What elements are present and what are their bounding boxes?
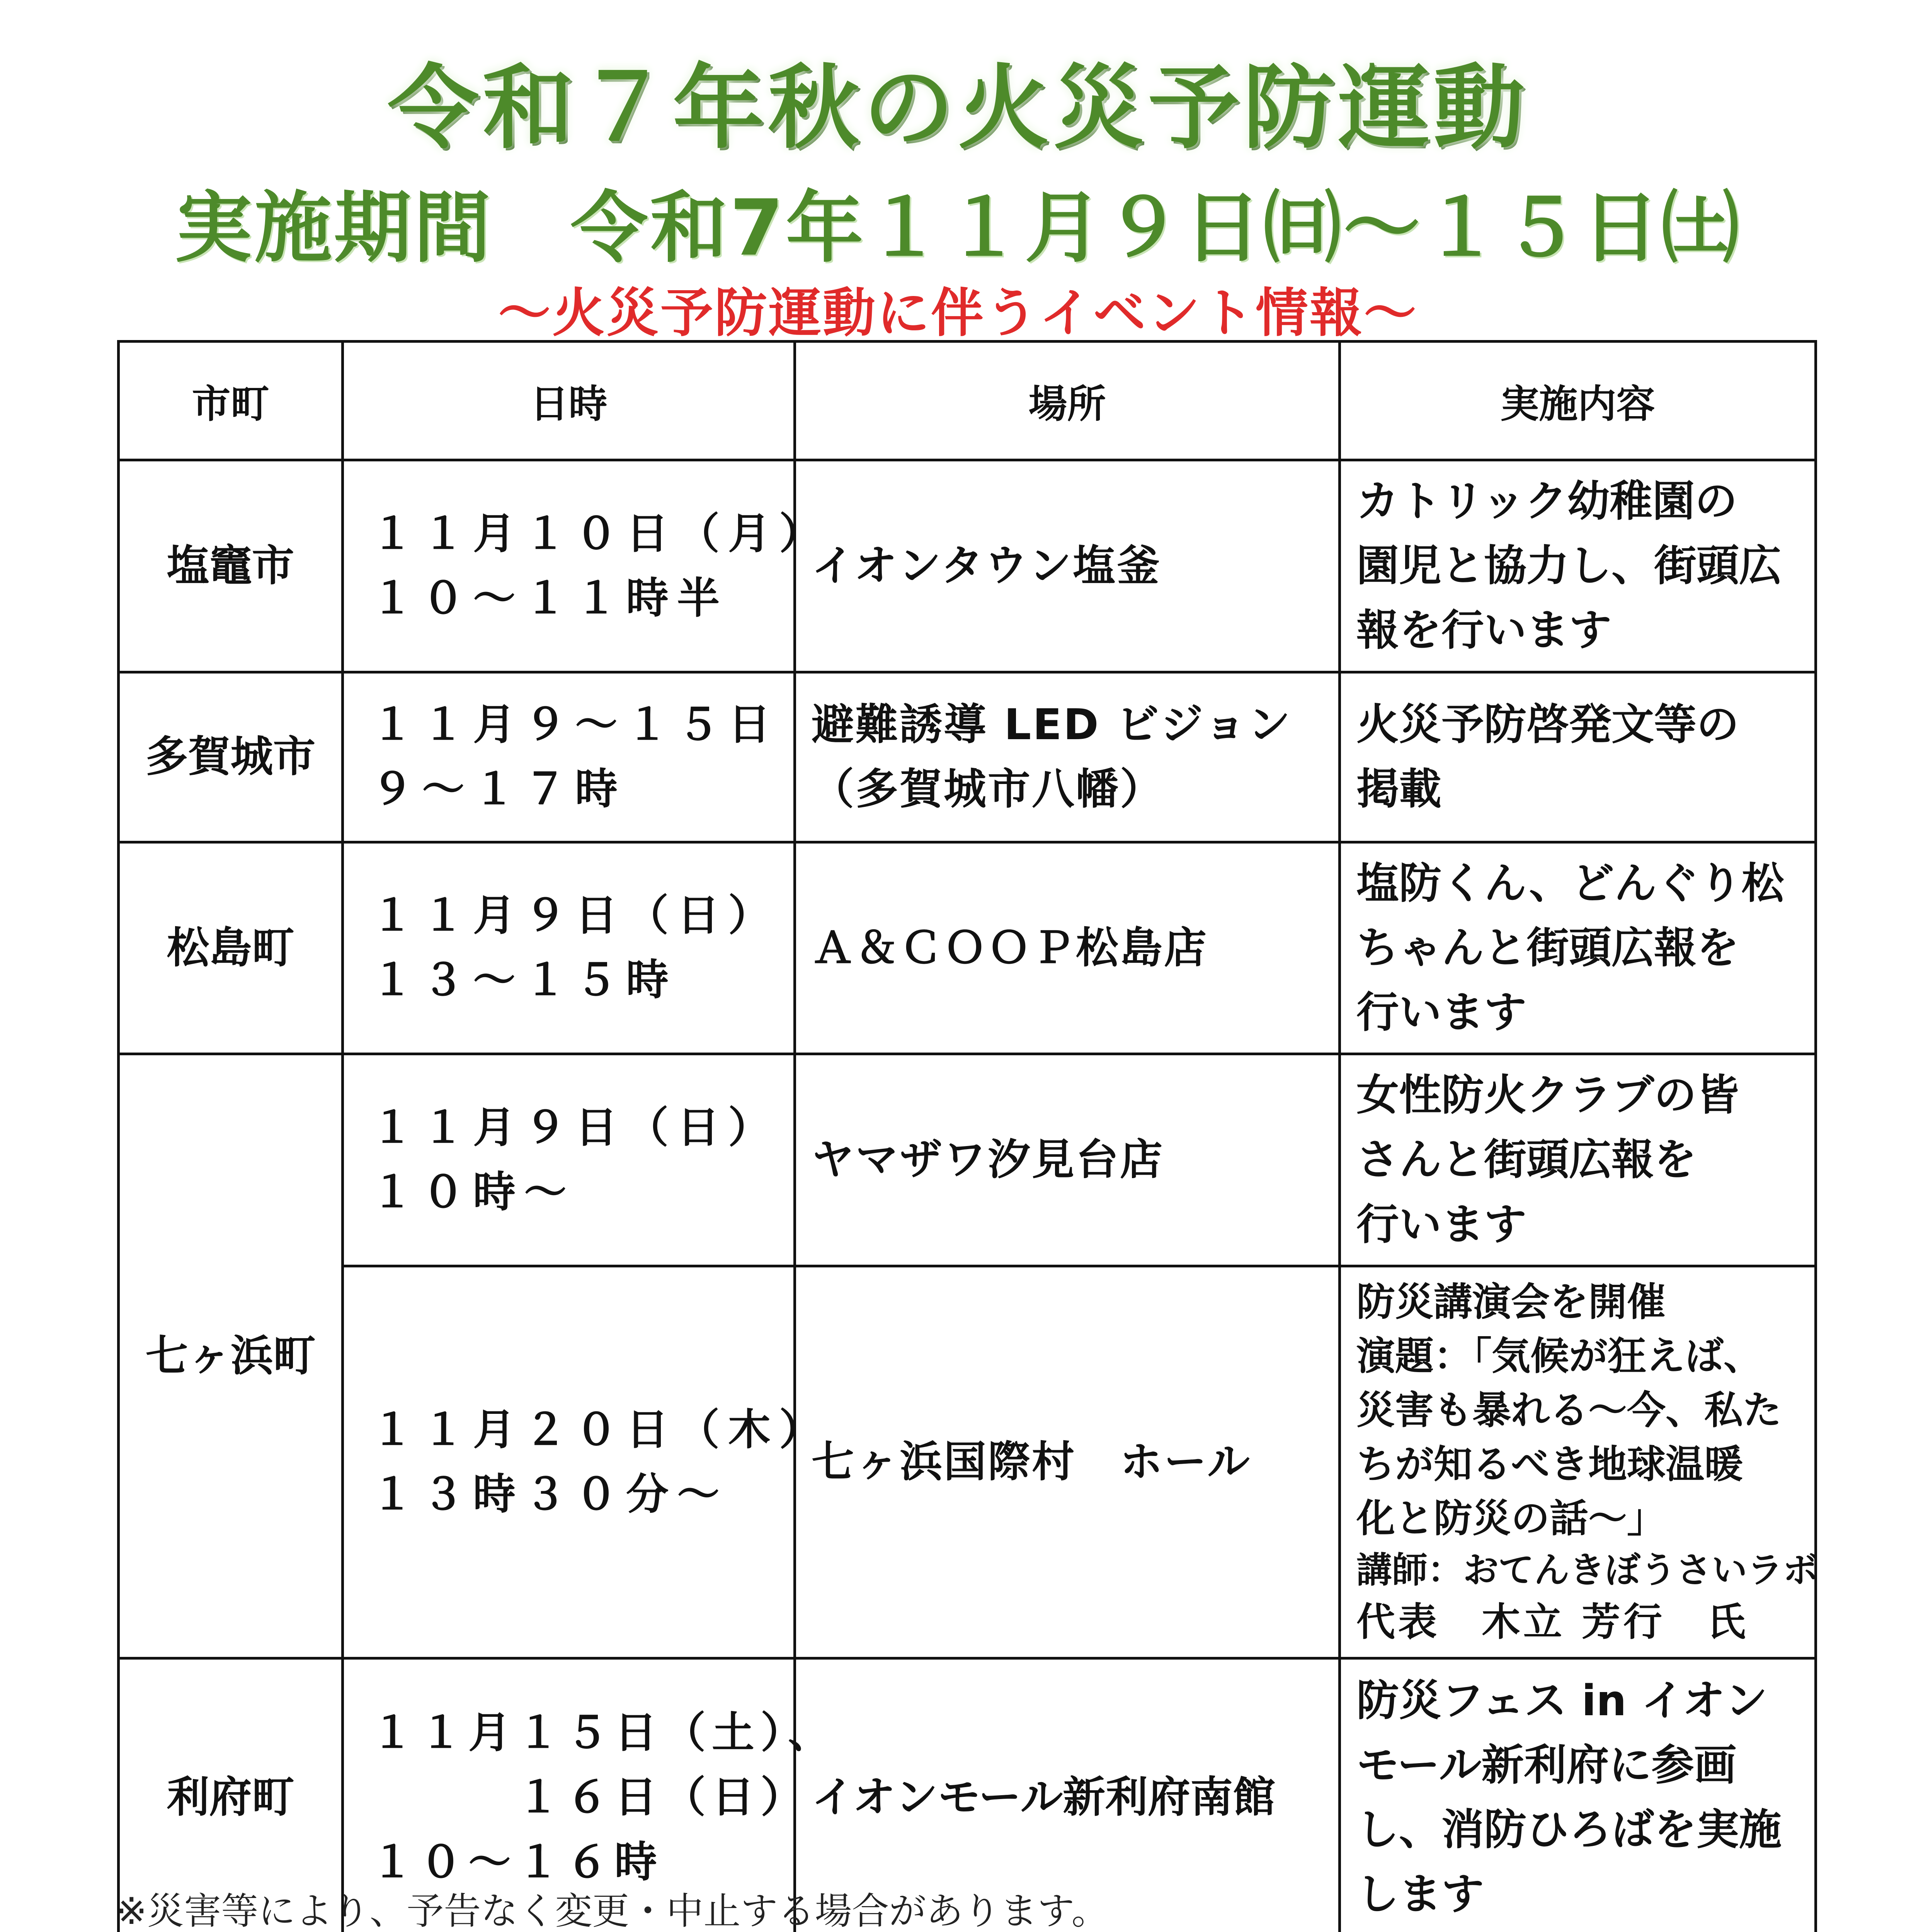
content-line: 防災フェス in イオン [1356,1675,1768,1725]
content-line: 掲載 [1356,764,1441,814]
period-label: 実施期間 [175,183,493,273]
header-datetime: 日時 [343,342,795,460]
content-line: 塩防くん、どんぐり松 [1356,858,1784,908]
content-cell [1340,842,1816,1054]
datetime-line: １３時３０分〜 [371,1469,728,1519]
datetime-line: １０時〜 [371,1167,575,1217]
content-cell [1340,672,1816,842]
place-line: （多賀城市八幡） [812,764,1164,814]
place-cell [795,672,1340,842]
city-cell: 七ヶ浜町 [119,1054,343,1658]
datetime-line: １１月９日（日） [371,891,779,940]
content-line: 園児と協力し、街頭広 [1356,541,1782,591]
city-cell: 利府町 [119,1658,343,1932]
content-line: し、消防ひろばを実施 [1356,1804,1782,1854]
content-cell [1340,1658,1816,1932]
content-line: 行います [1356,1199,1526,1249]
content-line: 演題：「気候が狂えば、 [1356,1333,1762,1379]
place-line: 七ヶ浜国際村 ホール [812,1437,1251,1487]
datetime-line: １１月１５日（土）、 [371,1708,837,1758]
table-row [119,460,1816,672]
lecturer-line: 講師：おてんきぼうさいラボ [1356,1549,1819,1591]
content-line: 報を行います [1356,605,1611,655]
place-line: イオンタウン塩釜 [812,541,1161,591]
table-row [119,1054,1816,1266]
content-line: 災害も暴れる〜今、私た [1356,1387,1782,1433]
table-row [119,842,1816,1054]
datetime-line: １１月９〜１５日 [371,699,779,749]
content-line: ちゃんと街頭広報を [1356,923,1739,973]
datetime-line: １１月１０日（月） [371,509,830,558]
datetime-line: １６日（日） [371,1772,809,1822]
subtitle: 〜火災予防運動に伴うイベント情報〜 [498,283,1418,344]
datetime-line: １０〜１１時半 [371,573,728,623]
table-row [119,1266,1816,1658]
content-cell [1340,1054,1816,1266]
datetime-cell [343,460,830,672]
content-line: します [1356,1869,1484,1919]
city-cell: 塩竈市 [119,460,343,672]
table-header-row [119,342,1816,460]
place-line: 避難誘導 LED ビジョン [812,699,1292,749]
datetime-cell [343,1266,830,1658]
period-value: 令和7年１１月９日㈰〜１５日㈯ [570,183,1741,273]
place-cell [795,460,1340,672]
place-cell [795,1266,1340,1658]
place-cell [795,1054,1340,1266]
content-cell [1340,460,1816,672]
event-table [117,340,1817,1932]
disclaimer-note: ※災害等により、予告なく変更・中止する場合があります。 [116,1889,1109,1932]
header-content: 実施内容 [1340,342,1816,460]
content-line: さんと街頭広報を [1356,1135,1696,1185]
content-line: モール新利府に参画 [1356,1740,1737,1790]
content-cell [1340,1266,1819,1658]
city-cell: 多賀城市 [119,672,343,842]
content-line: 化と防災の話〜」 [1356,1495,1666,1541]
content-line: 火災予防啓発文等の [1356,699,1739,749]
place-line: ヤマザワ汐見台店 [812,1135,1164,1185]
datetime-line: １０〜１６時 [371,1837,663,1887]
datetime-line: １３〜１５時 [371,955,677,1005]
datetime-line: ９〜１７時 [371,764,626,814]
table-row [119,672,1816,842]
content-line: ちが知るべき地球温暖 [1356,1441,1743,1487]
place-cell [795,842,1340,1054]
period-line [0,166,1916,277]
content-line: カトリック幼稚園の [1356,476,1737,526]
datetime-line: １１月２０日（木） [371,1405,830,1454]
content-line: 行います [1356,987,1526,1037]
content-line: 防災講演会を開催 [1356,1279,1666,1325]
datetime-cell [343,842,795,1054]
city-cell: 松島町 [119,842,343,1054]
datetime-cell [343,672,795,842]
place-line: Ａ＆ＣＯＯＰ松島店 [812,923,1208,973]
header-place: 場所 [795,342,1340,460]
representative-line: 代表 木立 芳行 氏 [1356,1599,1749,1645]
datetime-cell [343,1054,795,1266]
content-line: 女性防火クラブの皆 [1356,1070,1739,1120]
header-city: 市町 [119,342,343,460]
page-title: 令和７年秋の火災予防運動 [387,55,1528,161]
place-line: イオンモール新利府南館 [812,1772,1276,1822]
datetime-line: １１月９日（日） [371,1102,779,1152]
